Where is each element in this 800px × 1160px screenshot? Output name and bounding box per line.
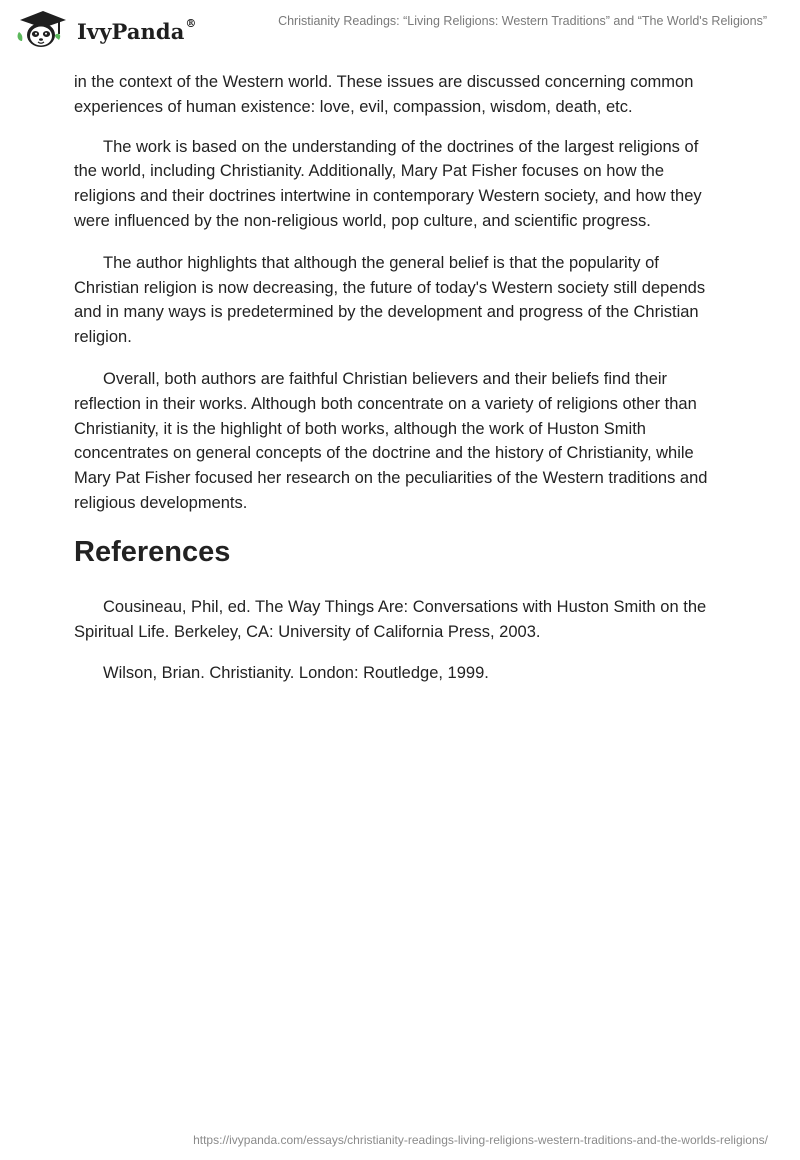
- reference-item: Wilson, Brian. Christianity. London: Routledge, 1999.: [103, 664, 489, 683]
- reference-item: Cousineau, Phil, ed. The Way Things Are: Conversations with Huston Smith on the Spiritual Life. Berkeley, CA: University of California Press, 2003.: [74, 597, 707, 641]
- source-url-link[interactable]: https://ivypanda.com/essays/christianity-readings-living-religions-western-traditions-and-the-worlds-religions/: [193, 1133, 768, 1147]
- paragraph: The author highlights that although the general belief is that the popularity of Christian religion is now decreasing, the future of today's Western society still depends and in many ways is predetermined by the development and progress of the Christian religion.: [74, 253, 706, 347]
- essay-content: [74, 70, 724, 703]
- paragraph: The work is based on the understanding of the doctrines of the largest religions of the world, including Christianity. Additionally, Mary Pat Fisher focuses on how the religions and their doctrines intertwine in contemporary Western society, and how they were influenced by the non-religious world, pop culture, and scientific progress.: [74, 137, 702, 230]
- references-heading: References: [74, 535, 231, 568]
- running-title: Christianity Readings: “Living Religions: Western Traditions” and “The World's Religions”: [278, 14, 767, 28]
- paragraph: Overall, both authors are faithful Christian believers and their beliefs find their reflection in their works. Although both concentrate on a variety of religions other than Christianity, it is the highlight of both works, although the work of Huston Smith concentrates on general concepts of the doctrine and the history of Christianity, while Mary Pat Fisher focused her research on the peculiarities of the Western traditions and religious developments.: [74, 369, 708, 512]
- logo-text: IvyPanda®: [77, 16, 197, 44]
- panda-graduate-icon: [14, 8, 72, 50]
- page-header: [0, 0, 800, 62]
- ivypanda-logo[interactable]: [14, 8, 197, 50]
- paragraph: in the context of the Western world. These issues are discussed concerning common experiences of human existence: love, evil, compassion, wisdom, death, etc.: [74, 73, 694, 116]
